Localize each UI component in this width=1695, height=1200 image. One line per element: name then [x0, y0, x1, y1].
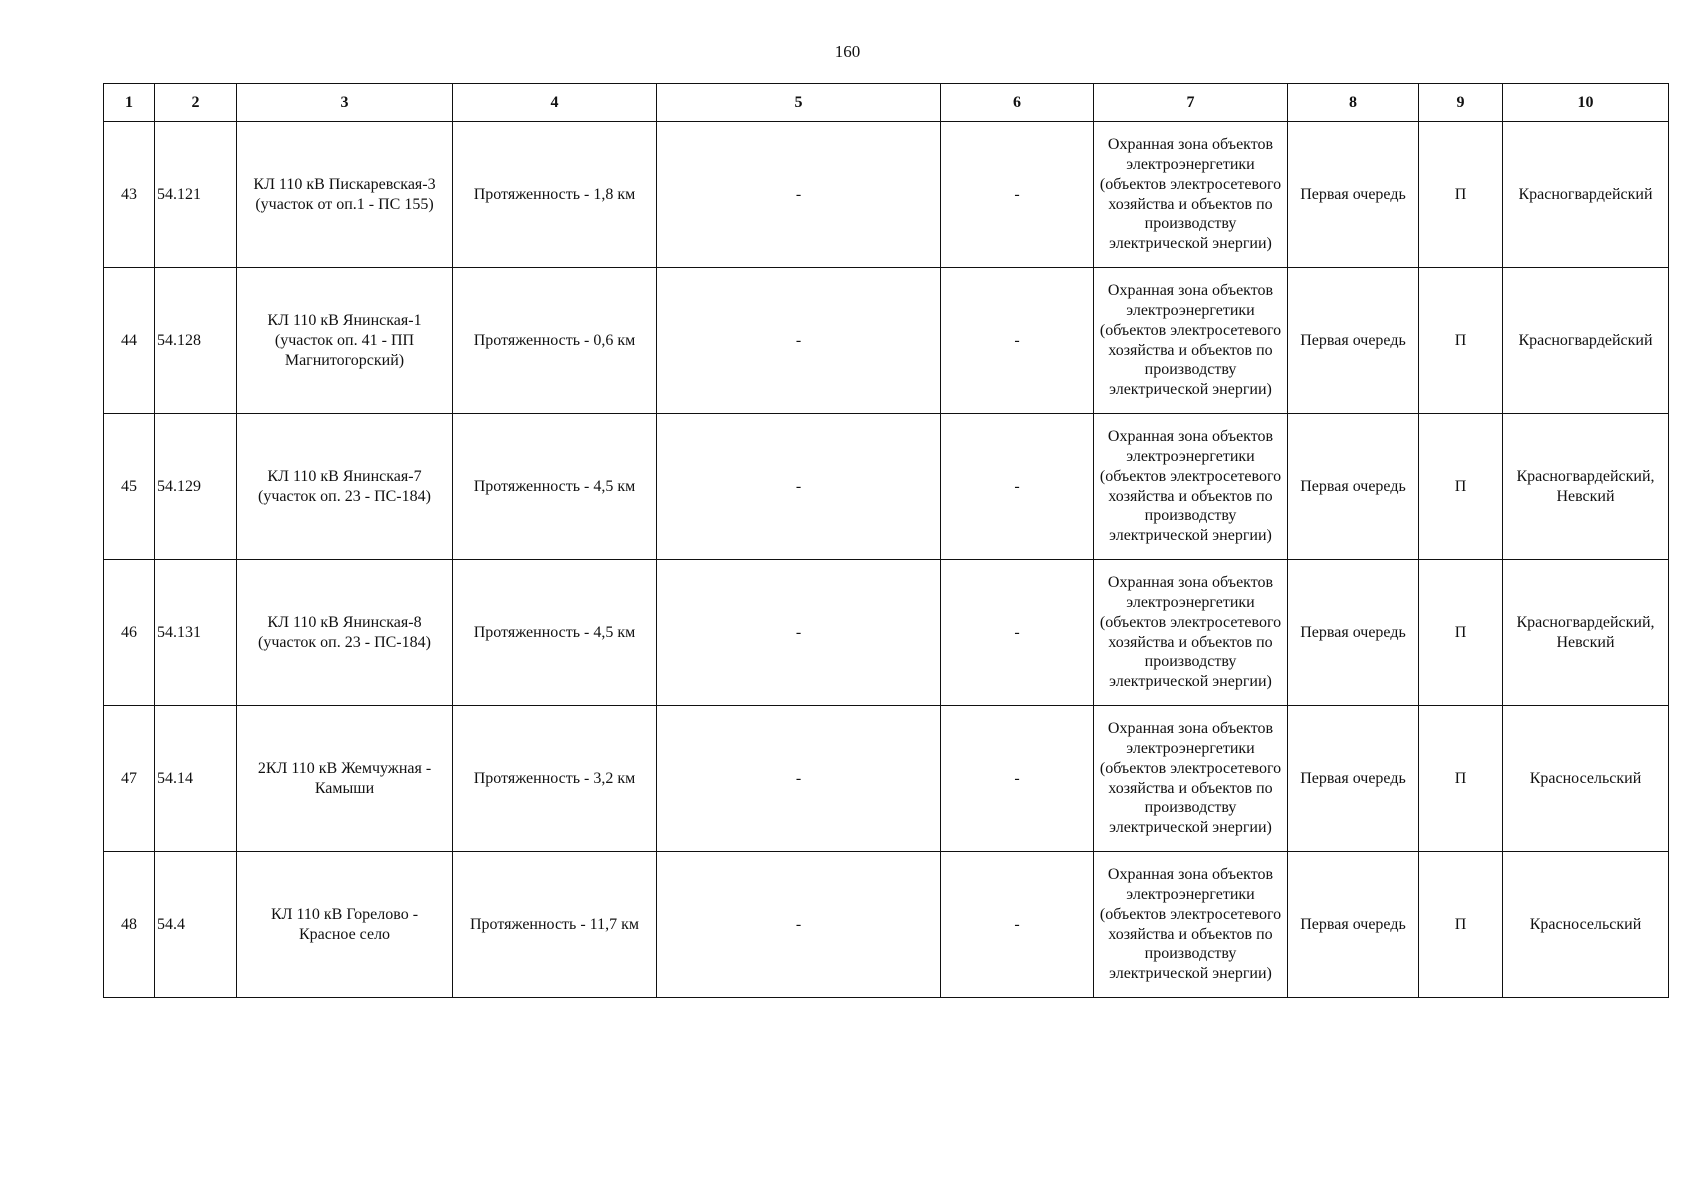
district: Красногвардейский, Невский: [1503, 414, 1669, 560]
col5-value: -: [657, 414, 941, 560]
col6-value: -: [941, 414, 1094, 560]
row-number: 48: [104, 852, 155, 998]
object-name: 2КЛ 110 кВ Жемчужная - Камыши: [237, 706, 453, 852]
header-cell-8: 8: [1288, 84, 1419, 122]
status: П: [1419, 560, 1503, 706]
header-cell-3: 3: [237, 84, 453, 122]
object-name: КЛ 110 кВ Янинская-8 (участок оп. 23 - ПС-184): [237, 560, 453, 706]
col5-value: -: [657, 706, 941, 852]
col6-value: -: [941, 122, 1094, 268]
table-row: [104, 414, 1669, 560]
row-number: 45: [104, 414, 155, 560]
protection-zone: Охранная зона объектов электроэнергетики (объектов электросетевого хозяйства и объектов по производству электрической энергии): [1094, 852, 1288, 998]
district: Красногвардейский: [1503, 122, 1669, 268]
object-code: 54.4: [155, 852, 237, 998]
district: Красносельский: [1503, 706, 1669, 852]
status: П: [1419, 122, 1503, 268]
header-cell-2: 2: [155, 84, 237, 122]
stage: Первая очередь: [1288, 122, 1419, 268]
header-cell-7: 7: [1094, 84, 1288, 122]
table-row: [104, 268, 1669, 414]
row-number: 43: [104, 122, 155, 268]
object-length: Протяженность - 4,5 км: [453, 414, 657, 560]
stage: Первая очередь: [1288, 560, 1419, 706]
object-name: КЛ 110 кВ Янинская-1 (участок оп. 41 - ПП Магнитогорский): [237, 268, 453, 414]
header-cell-1: 1: [104, 84, 155, 122]
object-code: 54.129: [155, 414, 237, 560]
table-row: [104, 122, 1669, 268]
stage: Первая очередь: [1288, 414, 1419, 560]
col6-value: -: [941, 268, 1094, 414]
col6-value: -: [941, 852, 1094, 998]
stage: Первая очередь: [1288, 706, 1419, 852]
table-row: [104, 852, 1669, 998]
header-cell-10: 10: [1503, 84, 1669, 122]
object-length: Протяженность - 0,6 км: [453, 268, 657, 414]
col5-value: -: [657, 560, 941, 706]
protection-zone: Охранная зона объектов электроэнергетики (объектов электросетевого хозяйства и объектов по производству электрической энергии): [1094, 560, 1288, 706]
stage: Первая очередь: [1288, 852, 1419, 998]
district: Красносельский: [1503, 852, 1669, 998]
object-length: Протяженность - 4,5 км: [453, 560, 657, 706]
col5-value: -: [657, 852, 941, 998]
object-length: Протяженность - 1,8 км: [453, 122, 657, 268]
data-table: [103, 83, 1669, 998]
district: Красногвардейский: [1503, 268, 1669, 414]
object-code: 54.14: [155, 706, 237, 852]
header-cell-4: 4: [453, 84, 657, 122]
page-number: 160: [834, 42, 861, 61]
protection-zone: Охранная зона объектов электроэнергетики (объектов электросетевого хозяйства и объектов по производству электрической энергии): [1094, 414, 1288, 560]
col5-value: -: [657, 268, 941, 414]
col6-value: -: [941, 560, 1094, 706]
col6-value: -: [941, 706, 1094, 852]
header-cell-6: 6: [941, 84, 1094, 122]
status: П: [1419, 706, 1503, 852]
table-row: [104, 560, 1669, 706]
status: П: [1419, 414, 1503, 560]
object-code: 54.121: [155, 122, 237, 268]
table-row: [104, 706, 1669, 852]
object-code: 54.131: [155, 560, 237, 706]
row-number: 47: [104, 706, 155, 852]
protection-zone: Охранная зона объектов электроэнергетики (объектов электросетевого хозяйства и объектов по производству электрической энергии): [1094, 122, 1288, 268]
protection-zone: Охранная зона объектов электроэнергетики (объектов электросетевого хозяйства и объектов по производству электрической энергии): [1094, 268, 1288, 414]
object-name: КЛ 110 кВ Горелово - Красное село: [237, 852, 453, 998]
row-number: 46: [104, 560, 155, 706]
object-length: Протяженность - 11,7 км: [453, 852, 657, 998]
header-row: [104, 84, 1669, 122]
col5-value: -: [657, 122, 941, 268]
district: Красногвардейский, Невский: [1503, 560, 1669, 706]
status: П: [1419, 268, 1503, 414]
status: П: [1419, 852, 1503, 998]
object-code: 54.128: [155, 268, 237, 414]
row-number: 44: [104, 268, 155, 414]
object-name: КЛ 110 кВ Янинская-7 (участок оп. 23 - ПС-184): [237, 414, 453, 560]
protection-zone: Охранная зона объектов электроэнергетики (объектов электросетевого хозяйства и объектов по производству электрической энергии): [1094, 706, 1288, 852]
object-name: КЛ 110 кВ Пискаревская-3 (участок от оп.1 - ПС 155): [237, 122, 453, 268]
header-cell-5: 5: [657, 84, 941, 122]
object-length: Протяженность - 3,2 км: [453, 706, 657, 852]
stage: Первая очередь: [1288, 268, 1419, 414]
header-cell-9: 9: [1419, 84, 1503, 122]
